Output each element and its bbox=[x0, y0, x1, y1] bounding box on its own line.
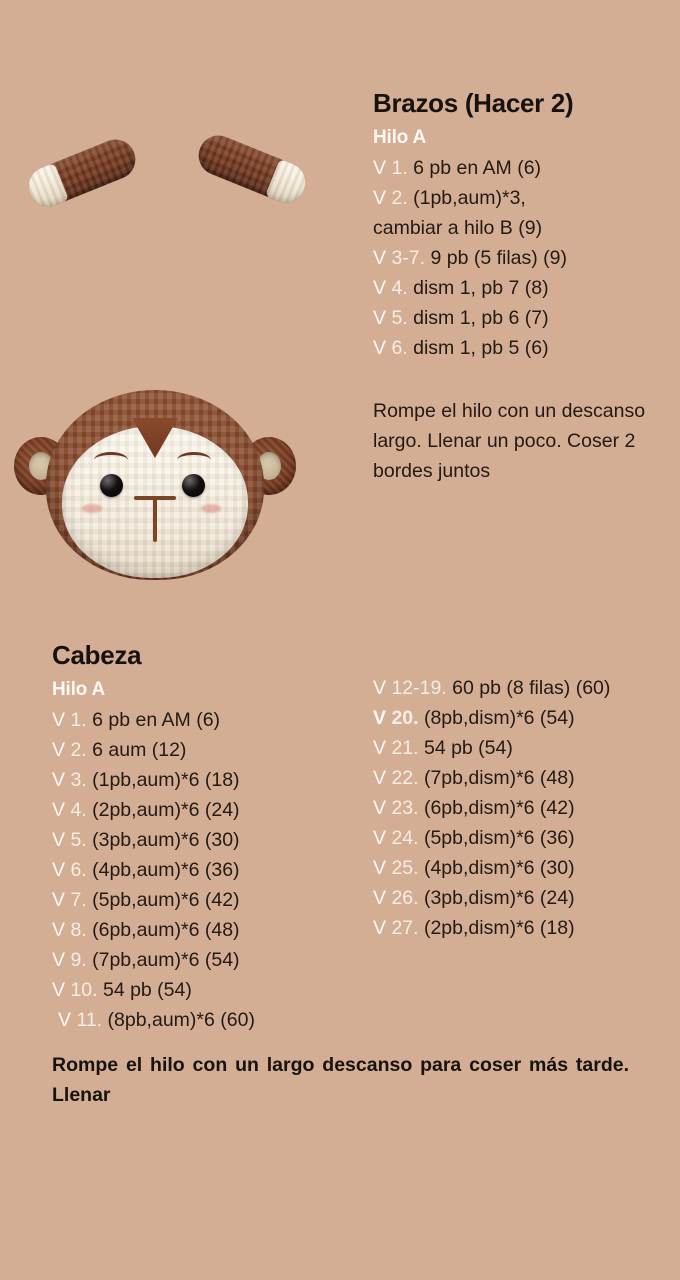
row-text: 60 pb (8 filas) (60) bbox=[452, 677, 611, 699]
crochet-arm-right bbox=[193, 129, 312, 208]
cabeza-rows-right-column bbox=[373, 673, 673, 943]
pattern-row-continuation bbox=[373, 213, 673, 243]
row-number: 22. bbox=[391, 767, 419, 789]
brazos-yarn-label: Hilo A bbox=[373, 127, 426, 148]
row-marker: V bbox=[52, 919, 66, 941]
row-number: 21. bbox=[391, 737, 419, 759]
pattern-row bbox=[52, 795, 352, 825]
row-number: 6. bbox=[391, 337, 408, 359]
pattern-row bbox=[373, 853, 673, 883]
row-marker: V bbox=[373, 677, 387, 699]
row-text: (2pb,aum)*6 (24) bbox=[92, 799, 240, 821]
row-number: 9. bbox=[70, 949, 87, 971]
row-number: 23. bbox=[391, 797, 419, 819]
row-text: (1pb,aum)*6 (18) bbox=[92, 769, 240, 791]
row-number: 7. bbox=[70, 889, 87, 911]
row-marker: V bbox=[52, 979, 66, 1001]
cabeza-section bbox=[52, 640, 352, 1035]
row-number: 20. bbox=[391, 707, 419, 729]
arm-cream-tip bbox=[23, 163, 70, 213]
row-marker: V bbox=[373, 767, 387, 789]
row-text: 9 pb (5 filas) (9) bbox=[430, 247, 568, 269]
row-number: 2. bbox=[391, 187, 408, 209]
pattern-row bbox=[52, 855, 352, 885]
row-text: (7pb,aum)*6 (54) bbox=[92, 949, 240, 971]
row-marker: V bbox=[52, 859, 66, 881]
pattern-row bbox=[373, 703, 673, 733]
row-marker: V bbox=[52, 949, 66, 971]
row-marker: V bbox=[373, 187, 387, 209]
row-text: dism 1, pb 5 (6) bbox=[413, 337, 549, 359]
row-text: (3pb,dism)*6 (24) bbox=[423, 887, 575, 909]
crochet-arm-left bbox=[23, 133, 142, 212]
row-marker: V bbox=[373, 337, 387, 359]
row-marker: V bbox=[373, 307, 387, 329]
row-number: 12-19. bbox=[391, 677, 447, 699]
row-number: 5. bbox=[70, 829, 87, 851]
row-number: 1. bbox=[70, 709, 87, 731]
row-marker: V bbox=[373, 737, 387, 759]
monkey-head bbox=[46, 390, 264, 580]
row-marker: V bbox=[52, 829, 66, 851]
monkey-eyebrow-left bbox=[94, 452, 128, 468]
row-number: 25. bbox=[391, 857, 419, 879]
row-text: 6 pb en AM (6) bbox=[413, 157, 542, 179]
row-number: 3. bbox=[70, 769, 87, 791]
row-number: 8. bbox=[70, 919, 87, 941]
row-text: (2pb,dism)*6 (18) bbox=[423, 917, 575, 939]
pattern-row bbox=[373, 333, 673, 363]
row-number: 3-7. bbox=[391, 247, 426, 269]
row-number: 2. bbox=[70, 739, 87, 761]
pattern-row bbox=[373, 243, 673, 273]
row-marker: V bbox=[373, 887, 387, 909]
pattern-row bbox=[373, 273, 673, 303]
row-number: 10. bbox=[70, 979, 98, 1001]
pattern-row bbox=[52, 1005, 352, 1035]
pattern-row bbox=[373, 733, 673, 763]
pattern-row bbox=[52, 885, 352, 915]
pattern-row bbox=[373, 153, 673, 183]
row-marker: V bbox=[52, 799, 66, 821]
monkey-eye-left bbox=[100, 474, 123, 497]
row-marker: V bbox=[58, 1009, 72, 1031]
monkey-cheek-left bbox=[82, 504, 102, 513]
pattern-row bbox=[52, 975, 352, 1005]
row-number: 4. bbox=[70, 799, 87, 821]
row-marker: V bbox=[52, 769, 66, 791]
row-marker: V bbox=[373, 247, 387, 269]
row-text: (4pb,aum)*6 (36) bbox=[92, 859, 240, 881]
row-text: dism 1, pb 7 (8) bbox=[413, 277, 549, 299]
arm-cream-tip bbox=[265, 159, 312, 209]
row-text: (8pb,dism)*6 (54) bbox=[423, 707, 575, 729]
cabeza-title: Cabeza bbox=[52, 640, 142, 670]
row-text: (3pb,aum)*6 (30) bbox=[92, 829, 240, 851]
pattern-row bbox=[373, 183, 673, 213]
pattern-row bbox=[52, 705, 352, 735]
row-marker: V bbox=[373, 157, 387, 179]
brazos-section bbox=[373, 88, 673, 363]
row-number: 6. bbox=[70, 859, 87, 881]
row-text: 6 pb en AM (6) bbox=[92, 709, 221, 731]
row-text: (7pb,dism)*6 (48) bbox=[423, 767, 575, 789]
row-marker: V bbox=[373, 917, 387, 939]
row-text: 54 pb (54) bbox=[102, 979, 192, 1001]
row-number: 11. bbox=[76, 1009, 103, 1031]
row-number: 26. bbox=[391, 887, 419, 909]
row-number: 27. bbox=[391, 917, 419, 939]
pattern-row bbox=[52, 915, 352, 945]
pattern-row bbox=[373, 913, 673, 943]
row-text: (1pb,aum)*3, bbox=[413, 187, 526, 209]
cabeza-yarn-label: Hilo A bbox=[52, 679, 105, 700]
pattern-row bbox=[373, 823, 673, 853]
row-marker: V bbox=[373, 277, 387, 299]
monkey-head-illustration bbox=[8, 382, 308, 587]
cabeza-finishing-note: Rompe el hilo con un largo descanso para coser más tarde. Llenar bbox=[52, 1054, 629, 1106]
pattern-row bbox=[373, 763, 673, 793]
row-marker: V bbox=[52, 709, 66, 731]
brazos-title: Brazos (Hacer 2) bbox=[373, 88, 574, 118]
row-marker: V bbox=[373, 797, 387, 819]
row-text: (8pb,aum)*6 (60) bbox=[107, 1009, 255, 1031]
monkey-eye-right bbox=[182, 474, 205, 497]
pattern-row bbox=[373, 673, 673, 703]
row-marker: V bbox=[373, 827, 387, 849]
row-number: 1. bbox=[391, 157, 408, 179]
monkey-eyebrow-right bbox=[177, 452, 211, 468]
row-text: 6 aum (12) bbox=[92, 739, 187, 761]
row-marker: V bbox=[52, 739, 66, 761]
row-text: (4pb,dism)*6 (30) bbox=[423, 857, 575, 879]
pattern-row bbox=[52, 735, 352, 765]
pattern-row bbox=[373, 793, 673, 823]
row-marker: V bbox=[52, 889, 66, 911]
row-number: 4. bbox=[391, 277, 408, 299]
row-marker: V bbox=[373, 707, 387, 729]
row-text: cambiar a hilo B (9) bbox=[373, 217, 543, 239]
row-text: (6pb,aum)*6 (48) bbox=[92, 919, 240, 941]
brazos-finishing-note: Rompe el hilo con un descanso largo. Llenar un poco. Coser 2 bordes juntos bbox=[373, 400, 646, 482]
row-text: dism 1, pb 6 (7) bbox=[413, 307, 549, 329]
pattern-row bbox=[373, 303, 673, 333]
arms-illustration bbox=[0, 125, 340, 235]
monkey-mouth-stem bbox=[153, 498, 157, 542]
row-number: 5. bbox=[391, 307, 408, 329]
row-text: 54 pb (54) bbox=[423, 737, 513, 759]
row-number: 24. bbox=[391, 827, 419, 849]
row-text: (5pb,aum)*6 (42) bbox=[92, 889, 240, 911]
row-text: (6pb,dism)*6 (42) bbox=[423, 797, 575, 819]
monkey-cheek-right bbox=[201, 504, 221, 513]
row-marker: V bbox=[373, 857, 387, 879]
pattern-row bbox=[52, 825, 352, 855]
pattern-row bbox=[52, 945, 352, 975]
row-text: (5pb,dism)*6 (36) bbox=[423, 827, 575, 849]
pattern-row bbox=[373, 883, 673, 913]
pattern-row bbox=[52, 765, 352, 795]
